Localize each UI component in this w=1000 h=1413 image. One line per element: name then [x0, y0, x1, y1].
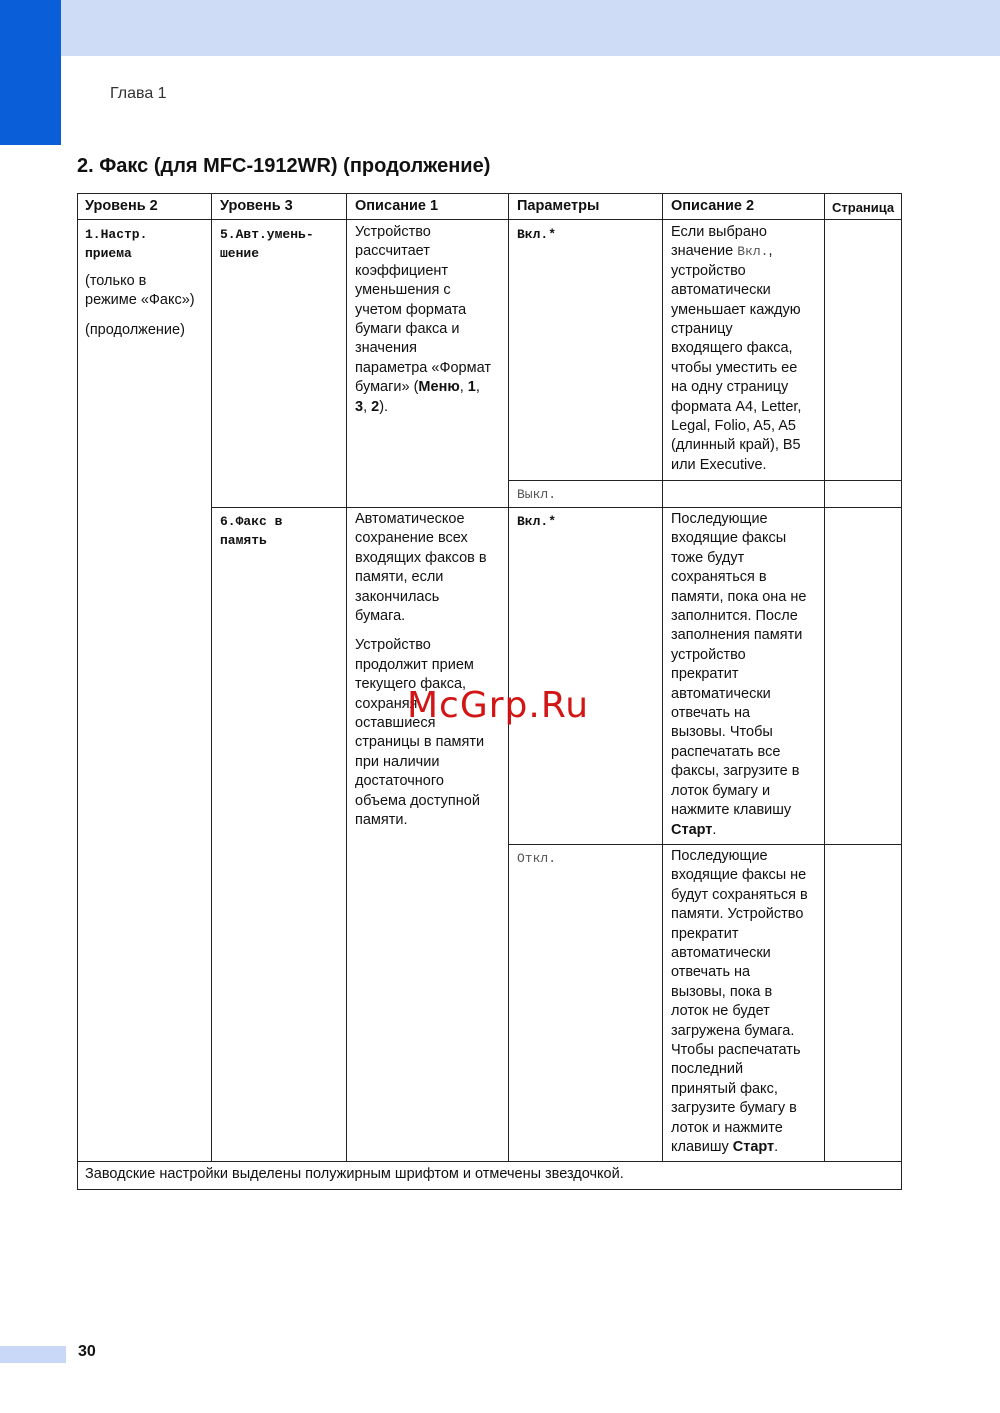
text-line: рассчитает [355, 243, 430, 260]
text-line: учетом формата [355, 301, 467, 318]
text-line: прекратит [671, 666, 739, 683]
menu-key: 1 [467, 379, 476, 396]
text-line: входящих факсов в [355, 549, 487, 566]
text-line: загружена бумага. [671, 1022, 795, 1039]
text-line: Legal, Folio, A5, A5 [671, 418, 796, 435]
level2-continued: (продолжение) [85, 321, 185, 338]
text-line: уменьшения с [355, 282, 451, 299]
text-line: бумаги факса и [355, 321, 460, 338]
text-line: памяти, если [355, 569, 444, 586]
header-band [0, 0, 1000, 56]
row2-desc1 [355, 510, 505, 831]
chapter-tab [0, 0, 61, 145]
level3-auto-reduction [220, 225, 342, 264]
header-level2: Уровень 2 [85, 198, 158, 214]
start-key: Старт [732, 1139, 775, 1156]
text-line: заполнится. После [671, 608, 798, 625]
text-line: достаточного [355, 773, 444, 790]
text-line: сохраняться в [671, 569, 767, 586]
text-line: нажмите клавишу [671, 802, 792, 819]
text-span: . [774, 1139, 779, 1156]
menu-key: 2 [371, 398, 380, 415]
text-line: входящие факсы [671, 530, 787, 547]
option-on: Вкл.* [517, 514, 557, 529]
text-line: формата A4, Letter, [671, 398, 802, 415]
text-line: заполнения памяти [671, 627, 803, 644]
text-line: на одну страницу [671, 379, 789, 396]
text-line: (длинный край), B5 [671, 437, 801, 454]
text-line: параметра «Формат [355, 359, 491, 376]
text-line: или Executive. [671, 456, 767, 473]
watermark: McGrp.Ru [407, 685, 590, 726]
text-line: входящие факсы не [671, 867, 807, 884]
header-desc1: Описание 1 [355, 198, 439, 214]
text-line: будут сохраняться в [671, 886, 808, 903]
text-line: продолжит прием [355, 656, 474, 673]
text-span: , [459, 379, 468, 396]
chapter-label: Глава 1 [110, 85, 167, 102]
text-line: вызовы, пока в [671, 983, 773, 1000]
text-line: прекратит [671, 925, 739, 942]
text-line: текущего факса, [355, 676, 467, 693]
text-span: , [363, 398, 372, 415]
start-key: Старт [671, 821, 713, 838]
text-line: Устройство [355, 224, 431, 240]
text-line: отвечать на [671, 964, 751, 981]
section-title: 2. Факс (для MFC-1912WR) (продолжение) [77, 155, 491, 177]
text-line: Последующие [671, 511, 768, 527]
footer-bar [0, 1346, 66, 1363]
menu-key: Меню [418, 379, 460, 396]
text-line: Чтобы распечатать [671, 1042, 801, 1059]
option-off: Откл. [517, 851, 557, 866]
text-line: последний [671, 1061, 744, 1078]
level3-fax-memory [220, 512, 342, 551]
text-line: вызовы. Чтобы [671, 724, 773, 741]
text-span: значение [671, 243, 738, 260]
text-span: бумаги» ( [355, 379, 419, 396]
text-line: памяти. [355, 812, 408, 829]
text-line: тоже будут [671, 549, 745, 566]
text-line: Последующие [671, 848, 768, 864]
header-page: Страница [832, 200, 895, 215]
level3-code: 5.Авт.умень- [220, 227, 314, 242]
text-line: памяти, пока она не [671, 588, 807, 605]
text-line: лоток и нажмите [671, 1119, 783, 1136]
text-span: , [768, 243, 773, 260]
text-line: отвечать на [671, 705, 751, 722]
text-line: сохраняя [355, 695, 418, 712]
text-span: ). [379, 398, 389, 415]
text-line [355, 398, 505, 417]
text-line: коэффициент [355, 262, 449, 279]
table-footnote: Заводские настройки выделены полужирным шрифтом и отмечены звездочкой. [85, 1166, 624, 1182]
row1-desc1 [355, 223, 505, 417]
page-number: 30 [78, 1343, 96, 1360]
text-line: сохранение всех [355, 530, 468, 547]
text-span: . [712, 821, 717, 838]
text-line: факсы, загрузите в [671, 763, 800, 780]
text-line [355, 378, 505, 397]
row2-desc2-off [671, 847, 823, 1158]
text-line: уменьшает каждую [671, 301, 801, 318]
level2-code-cont: приема [85, 246, 132, 262]
text-line: автоматически [671, 685, 771, 702]
text-line: лоток не будет [671, 1003, 770, 1020]
text-span: клавишу [671, 1139, 733, 1156]
text-line: страницы в памяти [355, 734, 485, 751]
text-line: бумага. [355, 608, 406, 625]
level3-code-cont: шение [220, 246, 260, 262]
option-on: Вкл.* [517, 227, 557, 242]
level3-code-cont: память [220, 533, 267, 549]
header-params: Параметры [517, 198, 600, 214]
text-line: закончилась [355, 588, 440, 605]
text-span: , [475, 379, 480, 396]
text-line: устройство [671, 262, 746, 279]
level2-note: (только в [85, 272, 147, 289]
row1-desc2 [671, 223, 821, 475]
text-line: принятый факс, [671, 1080, 778, 1097]
menu-key: 3 [355, 398, 364, 415]
text-line: автоматически [671, 282, 771, 299]
text-line: загрузите бумагу в [671, 1100, 797, 1117]
level2-code: 1.Настр. [85, 227, 148, 242]
level2-note-cont: режиме «Факс») [85, 292, 195, 309]
option-off: Выкл. [517, 487, 557, 502]
text-line: автоматически [671, 945, 771, 962]
text-line: Если выбрано [671, 224, 767, 240]
text-line: чтобы уместить ее [671, 359, 798, 376]
text-line [671, 242, 821, 261]
text-line [671, 821, 823, 840]
text-line: распечатать все [671, 743, 781, 760]
header-level3: Уровень 3 [220, 198, 293, 214]
level3-code: 6.Факс в [220, 514, 283, 529]
text-line: при наличии [355, 753, 440, 770]
row2-desc2-on [671, 510, 823, 840]
text-line: входящего факса, [671, 340, 793, 357]
text-line: значения [355, 340, 417, 357]
text-line: лоток бумагу и [671, 782, 771, 799]
text-line: Автоматическое [355, 511, 465, 527]
text-line: объема доступной [355, 792, 480, 809]
text-line [671, 1138, 823, 1157]
text-line: устройство [671, 646, 746, 663]
text-line: Устройство [355, 637, 431, 654]
level2-cell [85, 225, 205, 340]
code-span: Вкл. [737, 244, 769, 260]
text-line: памяти. Устройство [671, 906, 804, 923]
text-line: страницу [671, 321, 733, 338]
text-line: оставшиеся [355, 715, 436, 732]
header-desc2: Описание 2 [671, 198, 755, 214]
